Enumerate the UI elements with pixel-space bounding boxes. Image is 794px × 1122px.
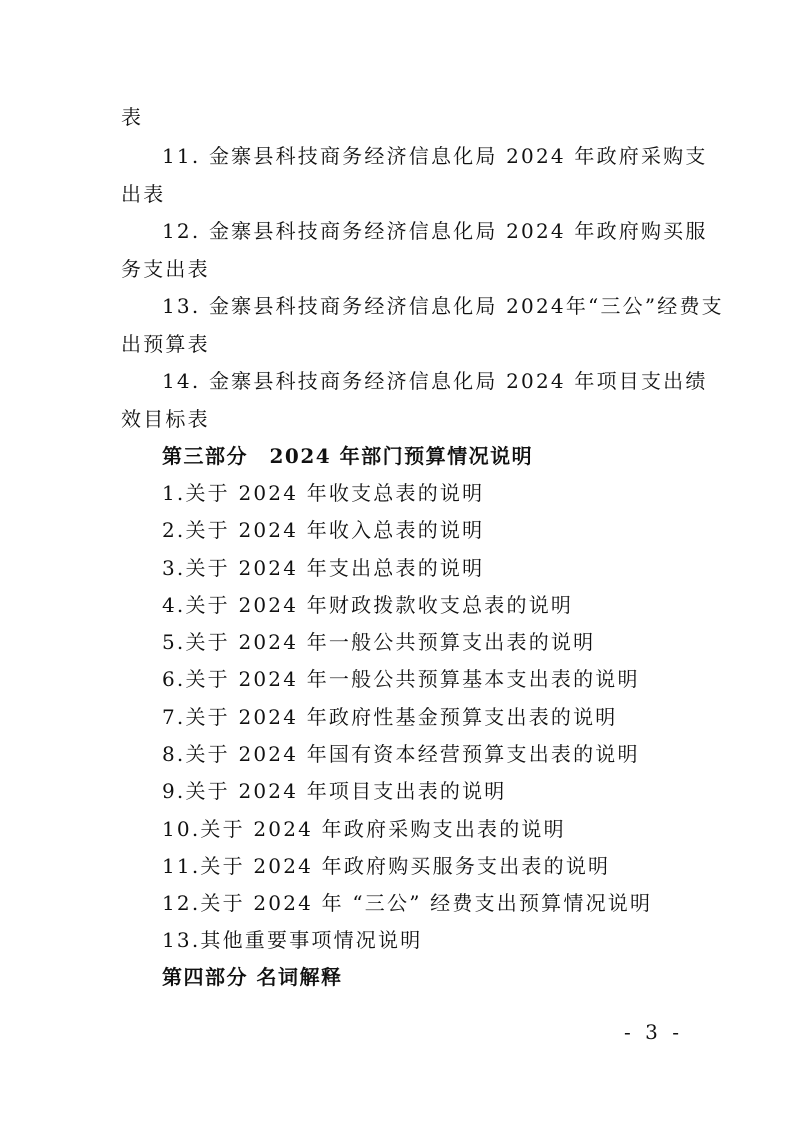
- list-item-12: 12. 金寨县科技商务经济信息化局 2024 年政府购买服: [162, 219, 708, 243]
- explanation-item-3: 3.关于 2024 年支出总表的说明: [162, 556, 485, 580]
- explanation-item-8: 8.关于 2024 年国有资本经营预算支出表的说明: [162, 742, 640, 766]
- list-item-13: 13. 金寨县科技商务经济信息化局 2024年“三公”经费支: [162, 294, 724, 318]
- explanation-item-11: 11.关于 2024 年政府购买服务支出表的说明: [162, 854, 611, 878]
- list-item-14-continuation: 效目标表: [121, 407, 210, 431]
- list-item-11-continuation: 出表: [121, 182, 166, 206]
- section-heading-part-four: 第四部分 名词解释: [162, 965, 343, 989]
- explanation-item-4: 4.关于 2024 年财政拨款收支总表的说明: [162, 593, 574, 617]
- section-heading-part-three: 第三部分 2024 年部门预算情况说明: [162, 444, 534, 468]
- explanation-item-7: 7.关于 2024 年政府性基金预算支出表的说明: [162, 705, 618, 729]
- explanation-item-10: 10.关于 2024 年政府采购支出表的说明: [162, 817, 566, 841]
- explanation-item-5: 5.关于 2024 年一般公共预算支出表的说明: [162, 630, 596, 654]
- explanation-item-12: 12.关于 2024 年 “三公” 经费支出预算情况说明: [162, 891, 653, 915]
- explanation-item-6: 6.关于 2024 年一般公共预算基本支出表的说明: [162, 667, 640, 691]
- explanation-item-9: 9.关于 2024 年项目支出表的说明: [162, 779, 507, 803]
- explanation-item-13: 13.其他重要事项情况说明: [162, 928, 423, 952]
- list-item-14: 14. 金寨县科技商务经济信息化局 2024 年项目支出绩: [162, 369, 708, 393]
- list-item-12-continuation: 务支出表: [121, 257, 210, 281]
- explanation-item-2: 2.关于 2024 年收入总表的说明: [162, 518, 485, 542]
- page-number: - 3 -: [624, 1020, 683, 1044]
- list-item-11: 11. 金寨县科技商务经济信息化局 2024 年政府采购支: [162, 144, 708, 168]
- continuation-line: 表: [121, 105, 144, 129]
- explanation-item-1: 1.关于 2024 年收支总表的说明: [162, 481, 485, 505]
- list-item-13-continuation: 出预算表: [121, 332, 210, 356]
